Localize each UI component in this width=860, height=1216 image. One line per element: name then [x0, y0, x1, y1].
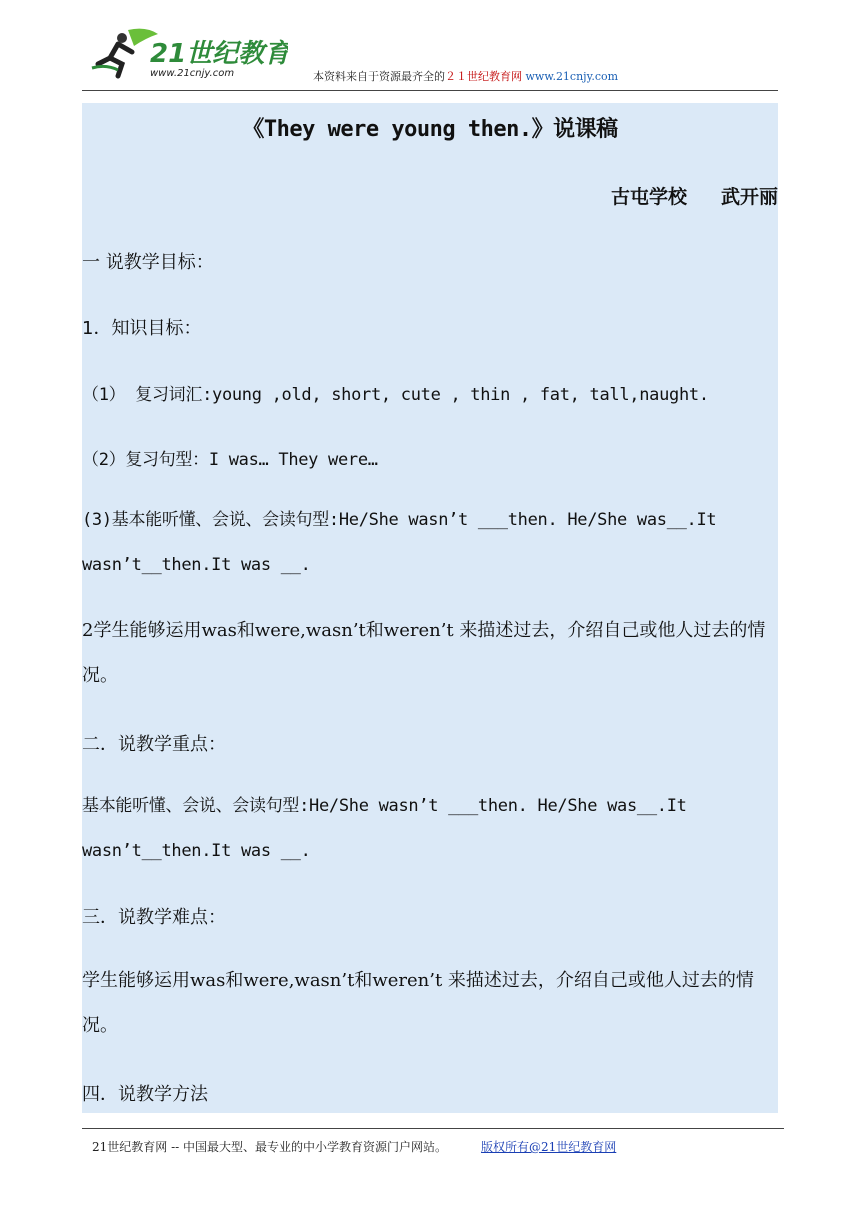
- header-source-url[interactable]: www.21cnjy.com: [525, 70, 619, 83]
- logo-url: www.21cnjy.com: [150, 68, 235, 79]
- item1-3: (3)基本能听懂、会说、会读句型:He/She wasn’t ___then. He/She was__.It wasn’t__then.It was __.: [82, 510, 717, 575]
- footer-text: 21世纪教育网 -- 中国最大型、最专业的中小学教育资源门户网站。: [92, 1140, 448, 1154]
- logo-text: 21世纪教育: [150, 39, 288, 69]
- item1-heading: 1．知识目标：: [82, 318, 202, 339]
- section3-heading: 三．说教学难点：: [82, 907, 226, 928]
- running-person-logo-icon: [88, 24, 288, 84]
- section1-heading: 一 说教学目标：: [82, 252, 214, 273]
- site-logo: [88, 24, 288, 84]
- section3-body: 学生能够运用was和were,wasn’t和weren’t 来描述过去，介绍自己或他人过去的情况。: [82, 970, 754, 1036]
- header-source-site: ２１世纪教育网: [445, 70, 522, 83]
- item1-1: （1） 复习词汇:young ,old, short, cute , thin , fat, tall,naught.: [82, 385, 709, 405]
- footer-divider: [82, 1128, 784, 1129]
- school-name: 古屯学校: [610, 186, 687, 208]
- item2: 2学生能够运用was和were,wasn’t和weren’t 来描述过去，介绍自己或他人过去的情况。: [82, 620, 766, 686]
- item1-2: （2）复习句型：I was… They were…: [82, 450, 378, 470]
- page-title: 《They were young then.》说课稿: [242, 117, 618, 142]
- header-source-prefix: 本资料来自于资源最齐全的: [313, 70, 445, 83]
- author-name: 武开丽: [720, 186, 778, 208]
- section4-heading: 四．说教学方法: [82, 1084, 208, 1105]
- header-divider: [82, 90, 778, 91]
- section2-heading: 二．说教学重点：: [82, 734, 226, 755]
- footer: [92, 1138, 616, 1155]
- header-source: [313, 68, 618, 84]
- footer-copyright-link[interactable]: 版权所有@21世纪教育网: [481, 1140, 617, 1154]
- section2-body: 基本能听懂、会说、会读句型:He/She wasn’t ___then. He/She was__.It wasn’t__then.It was __.: [82, 796, 687, 861]
- author-line: [611, 182, 778, 209]
